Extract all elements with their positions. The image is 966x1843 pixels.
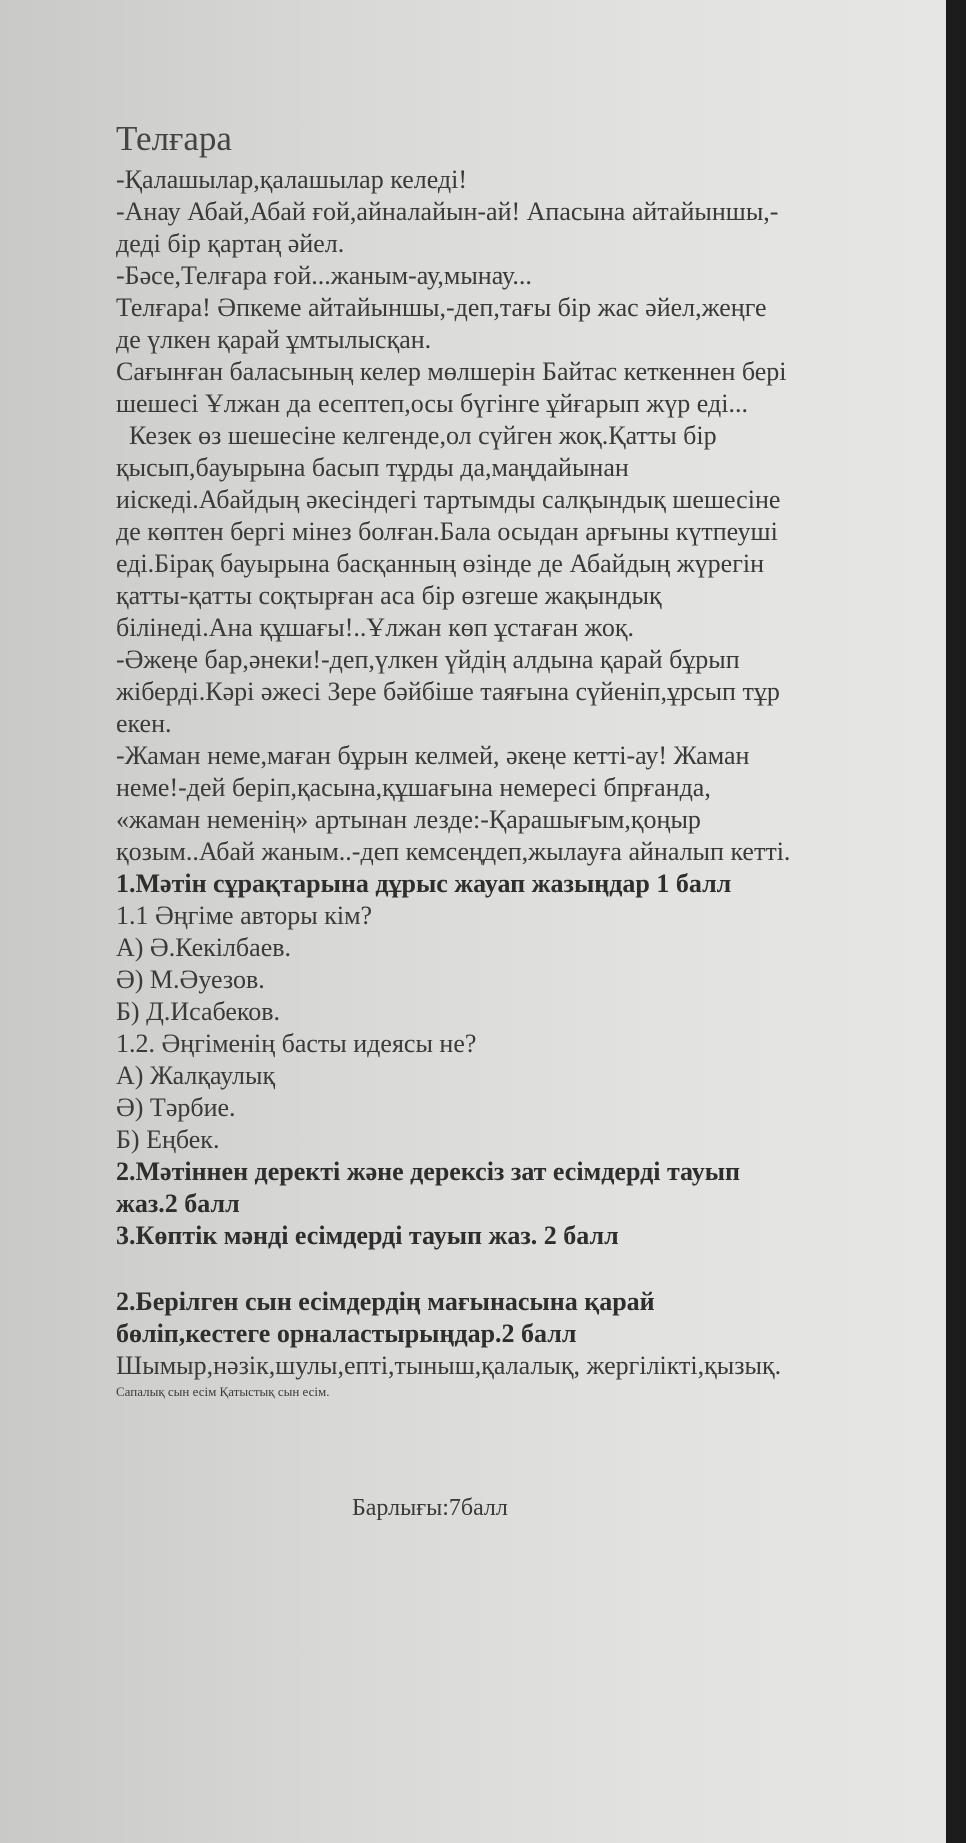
story-line: «жаман неменің» артынан лезде:-Қарашығым,қоңыр <box>116 805 701 834</box>
story-line: шешесі Ұлжан да есептеп,осы бүгінге ұйғарып жүр еді... <box>116 389 748 418</box>
task2-heading-line2: жаз.2 балл <box>116 1189 240 1218</box>
answer-option: А) Ә.Кекілбаев. <box>116 933 292 962</box>
question-2-text: 1.2. Әңгіменің басты идеясы не? <box>116 1029 477 1058</box>
story-line: -Әжеңе бар,әнеки!-деп,үлкен үйдің алдына қарай бұрып <box>116 645 740 674</box>
question-1 <box>116 900 916 1028</box>
story-line: жіберді.Кәрі әжесі Зере бәйбіше таяғына сүйеніп,ұрсып тұр <box>116 677 780 706</box>
answer-option: Б) Еңбек. <box>116 1125 220 1154</box>
story-line: Кезек өз шешесіне келгенде,ол сүйген жоқ.Қатты бір <box>116 421 717 450</box>
spacer <box>116 1252 916 1286</box>
story-line: деді бір қартаң әйел. <box>116 229 345 258</box>
story-line: -Анау Абай,Абай ғой,айналайын-ай! Апасына айтайыншы,- <box>116 197 779 226</box>
task4-heading-line1: 2.Берілген сын есімдердің мағынасына қарай <box>116 1287 655 1316</box>
task3-heading: 3.Көптік мәнді есімдерді тауып жаз. 2 балл <box>116 1221 619 1250</box>
task1-heading: 1.Мәтін сұрақтарына дұрыс жауап жазыңдар 1 балл <box>116 869 732 898</box>
adjective-list: Шымыр,нәзік,шулы,епті,тыныш,қалалық, жергілікті,қызық. <box>116 1351 782 1380</box>
story-line: де көптен бергі мінез болған.Бала осыдан арғыны күтпеуші <box>116 517 778 546</box>
story-line: -Жаман неме,маған бұрын келмей, әкеңе кетті-ау! Жаман <box>116 741 750 770</box>
story-line: де үлкен қарай ұмтылысқан. <box>116 325 432 354</box>
answer-option: Б) Д.Исабеков. <box>116 997 281 1026</box>
answer-option: Ә) Тәрбие. <box>116 1093 236 1122</box>
story-text <box>116 164 916 868</box>
document-title: Телғара <box>116 119 232 158</box>
task4-heading-line2: бөліп,кестеге орналастырыңдар.2 балл <box>116 1319 577 1348</box>
story-line: -Қалашылар,қалашылар келеді! <box>116 165 468 194</box>
story-line: иіскеді.Абайдың әкесіндегі тартымды салқындық шешесіне <box>116 485 781 514</box>
question-1-text: 1.1 Әңгіме авторы кім? <box>116 901 373 930</box>
question-2 <box>116 1028 916 1156</box>
story-line: неме!-дей беріп,қасына,құшағына немересі бпрғанда, <box>116 773 711 802</box>
task2-heading-line1: 2.Мәтіннен деректі және дерексіз зат есімдерді тауып <box>116 1157 740 1186</box>
answer-option: Ә) М.Әуезов. <box>116 965 265 994</box>
story-line: қозым..Абай жаным..-деп кемсеңдеп,жылауға айналып кетті. <box>116 837 791 866</box>
answer-option: А) Жалқаулық <box>116 1061 276 1090</box>
story-line: Сағынған баласының келер мөлшерін Байтас кеткеннен бері <box>116 357 787 386</box>
table-header: Сапалық сын есім Қатыстық сын есім. <box>116 1384 330 1399</box>
story-line: Телғара! Әпкеме айтайыншы,-деп,тағы бір жас әйел,жеңге <box>116 293 767 322</box>
story-line: білінеді.Ана құшағы!..Ұлжан көп ұстаған жоқ. <box>116 613 634 642</box>
story-line: екен. <box>116 709 172 738</box>
story-line: еді.Бірақ бауырына басқанның өзінде де Абайдың жүрегін <box>116 549 765 578</box>
story-line: қатты-қатты соқтырған аса бір өзгеше жақындық <box>116 581 662 610</box>
worksheet <box>116 118 916 1524</box>
total-score: Барлығы:7балл <box>352 1495 508 1521</box>
story-line: қысып,бауырына басып тұрды да,маңдайынан <box>116 453 629 482</box>
story-line: -Бәсе,Телғара ғой...жаным-ау,мынау... <box>116 261 532 290</box>
